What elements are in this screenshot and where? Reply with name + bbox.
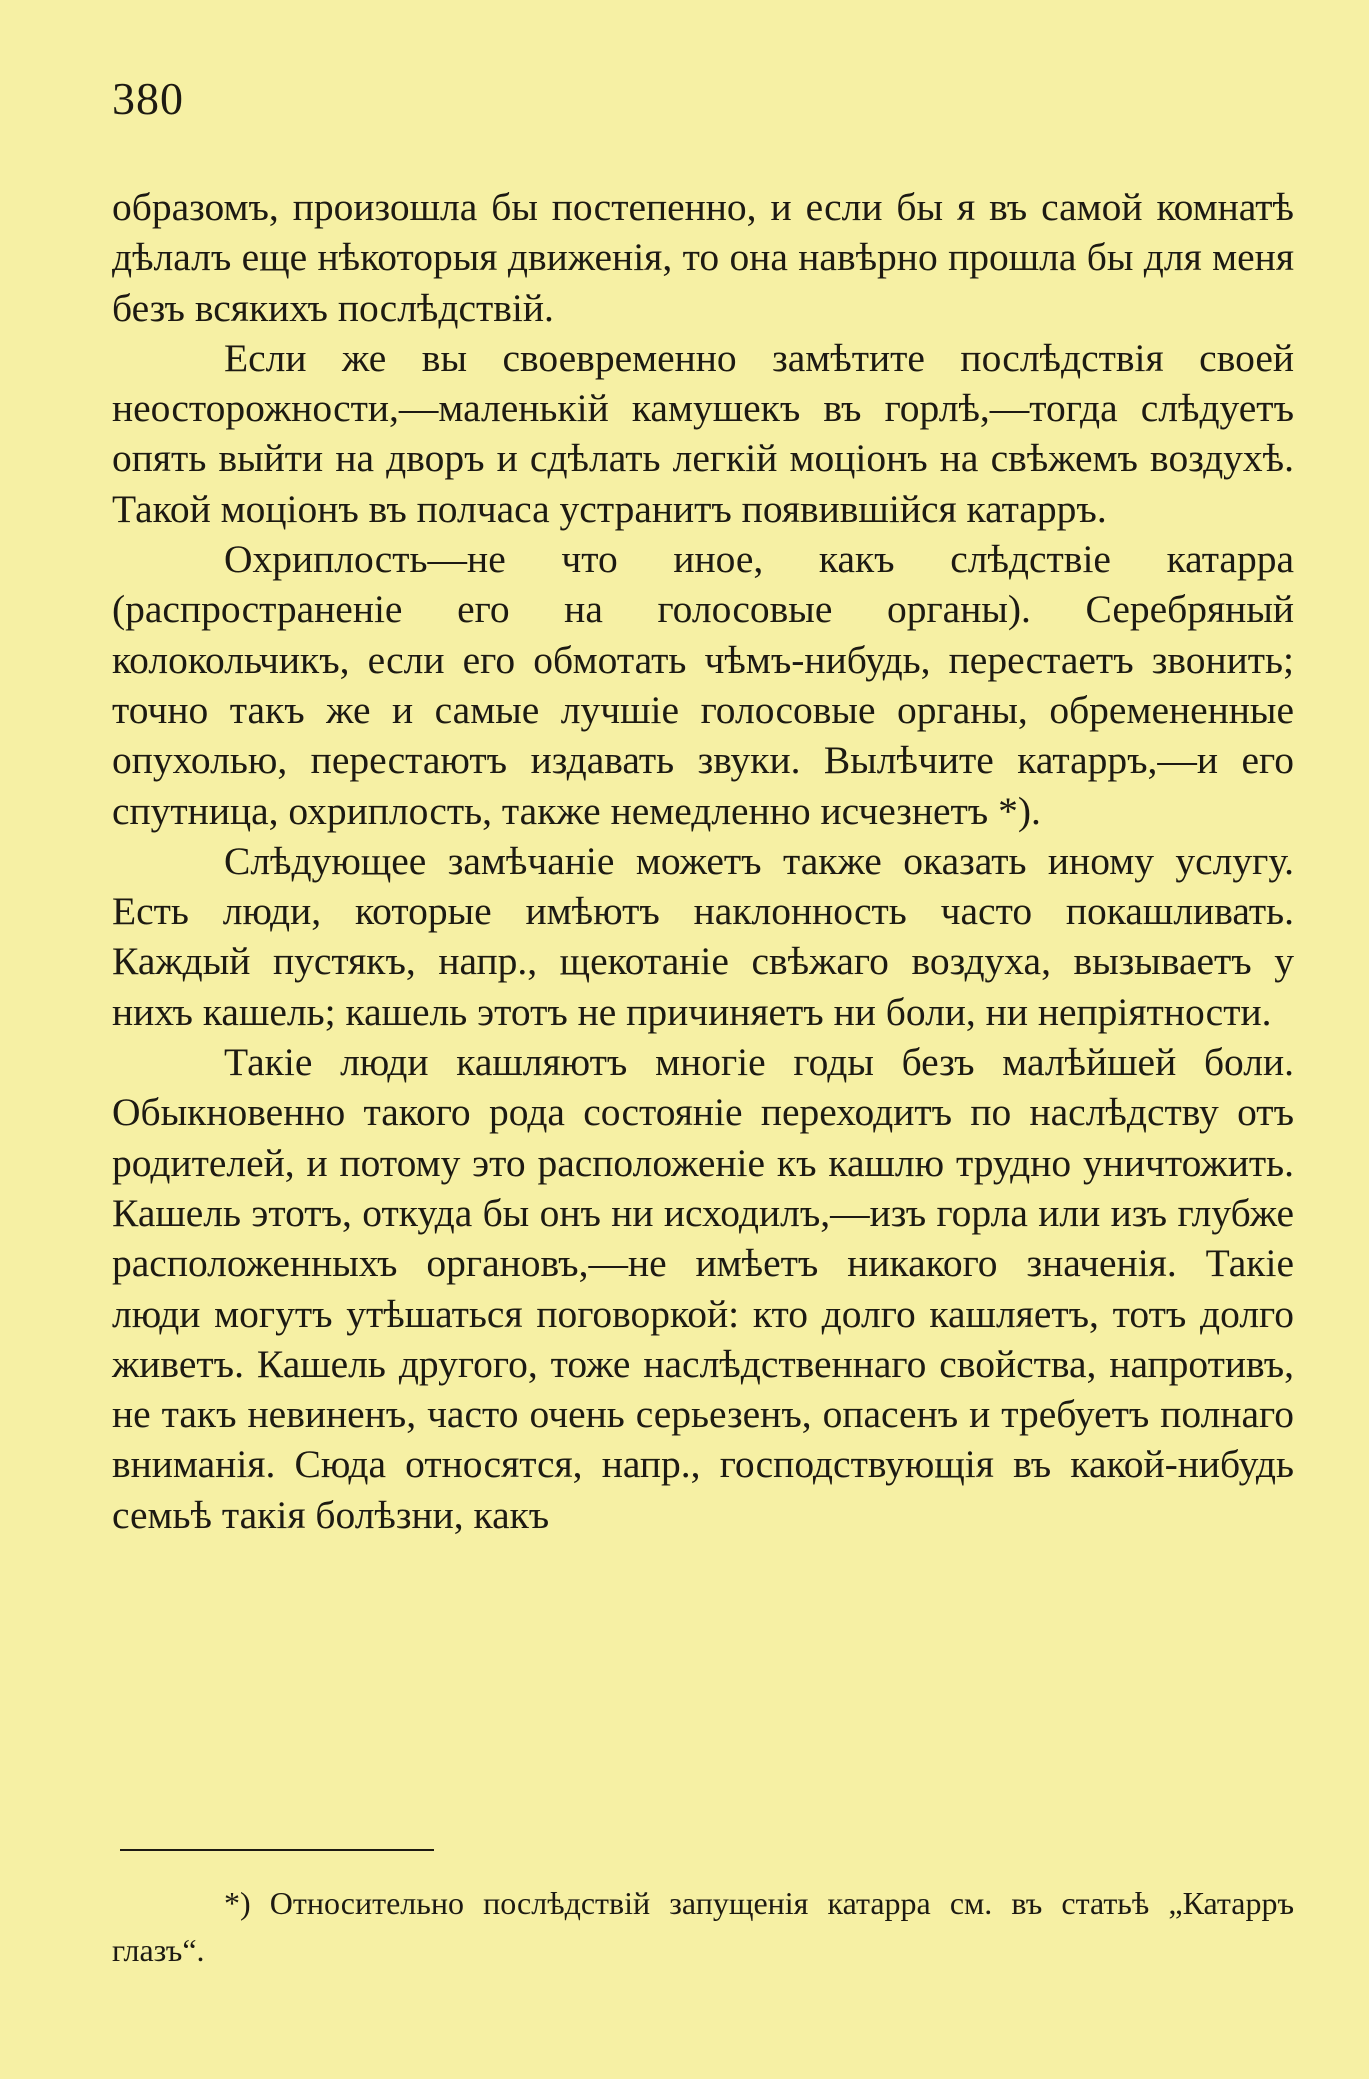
- footnote: *) Относительно послѣдствій запущенія катарра см. въ статьѣ „Катарръ глазъ“.: [112, 1885, 1294, 1968]
- body-text: [112, 182, 1294, 1540]
- paragraph-2: Если же вы своевременно замѣтите послѣдствія своей неосторожности,—маленькій камушекъ въ горлѣ,—тогда слѣдуетъ опять выйти на дворъ и сдѣлать легкій моціонъ на свѣжемъ воздухѣ. Такой моціонъ въ полчаса устранитъ появившійся катарръ.: [112, 335, 1294, 531]
- paragraph-1: образомъ, произошла бы постепенно, и если бы я въ самой комнатѣ дѣлалъ еще нѣкоторыя движенія, то она навѣрно прошла бы для меня безъ всякихъ послѣдствій.: [112, 185, 1294, 330]
- paragraph-4: Слѣдующее замѣчаніе можетъ также оказать иному услугу. Есть люди, которые имѣютъ наклонность часто покашливать. Каждый пустякъ, напр., щекотаніе свѣжаго воздуха, вызываетъ у нихъ кашель; кашель этотъ не причиняетъ ни боли, ни непріятности.: [112, 838, 1294, 1034]
- paragraph-5: Такіе люди кашляютъ многіе годы безъ малѣйшей боли. Обыкновенно такого рода состояніе переходитъ по наслѣдству отъ родителей, и потому это расположеніе къ кашлю трудно уничтожить. Кашель этотъ, откуда бы онъ ни исходилъ,—изъ горла или изъ глубже расположенныхъ органовъ,—не имѣетъ никакого значенія. Такіе люди могутъ утѣшаться поговоркой: кто долго кашляетъ, тотъ долго живетъ. Кашель другого, тоже наслѣдственнаго свойства, напротивъ, не такъ невиненъ, часто очень серьезенъ, опасенъ и требуетъ полнаго вниманія. Сюда относятся, напр., господствующія въ какой-нибудь семьѣ такія болѣзни, какъ: [112, 1040, 1294, 1537]
- paragraph-3: Охриплость—не что иное, какъ слѣдствіе катарра (распространеніе его на голосовые органы). Серебряный колокольчикъ, если его обмотать чѣмъ-нибудь, перестаетъ звонить; точно такъ же и самые лучшіе голосовые органы, обремененные опухолью, перестаютъ издавать звуки. Вылѣчите катарръ,—и его спутница, охриплость, также немедленно исчезнетъ *).: [112, 537, 1294, 833]
- page-number: 380: [112, 73, 184, 124]
- footnote-divider: [120, 1849, 434, 1851]
